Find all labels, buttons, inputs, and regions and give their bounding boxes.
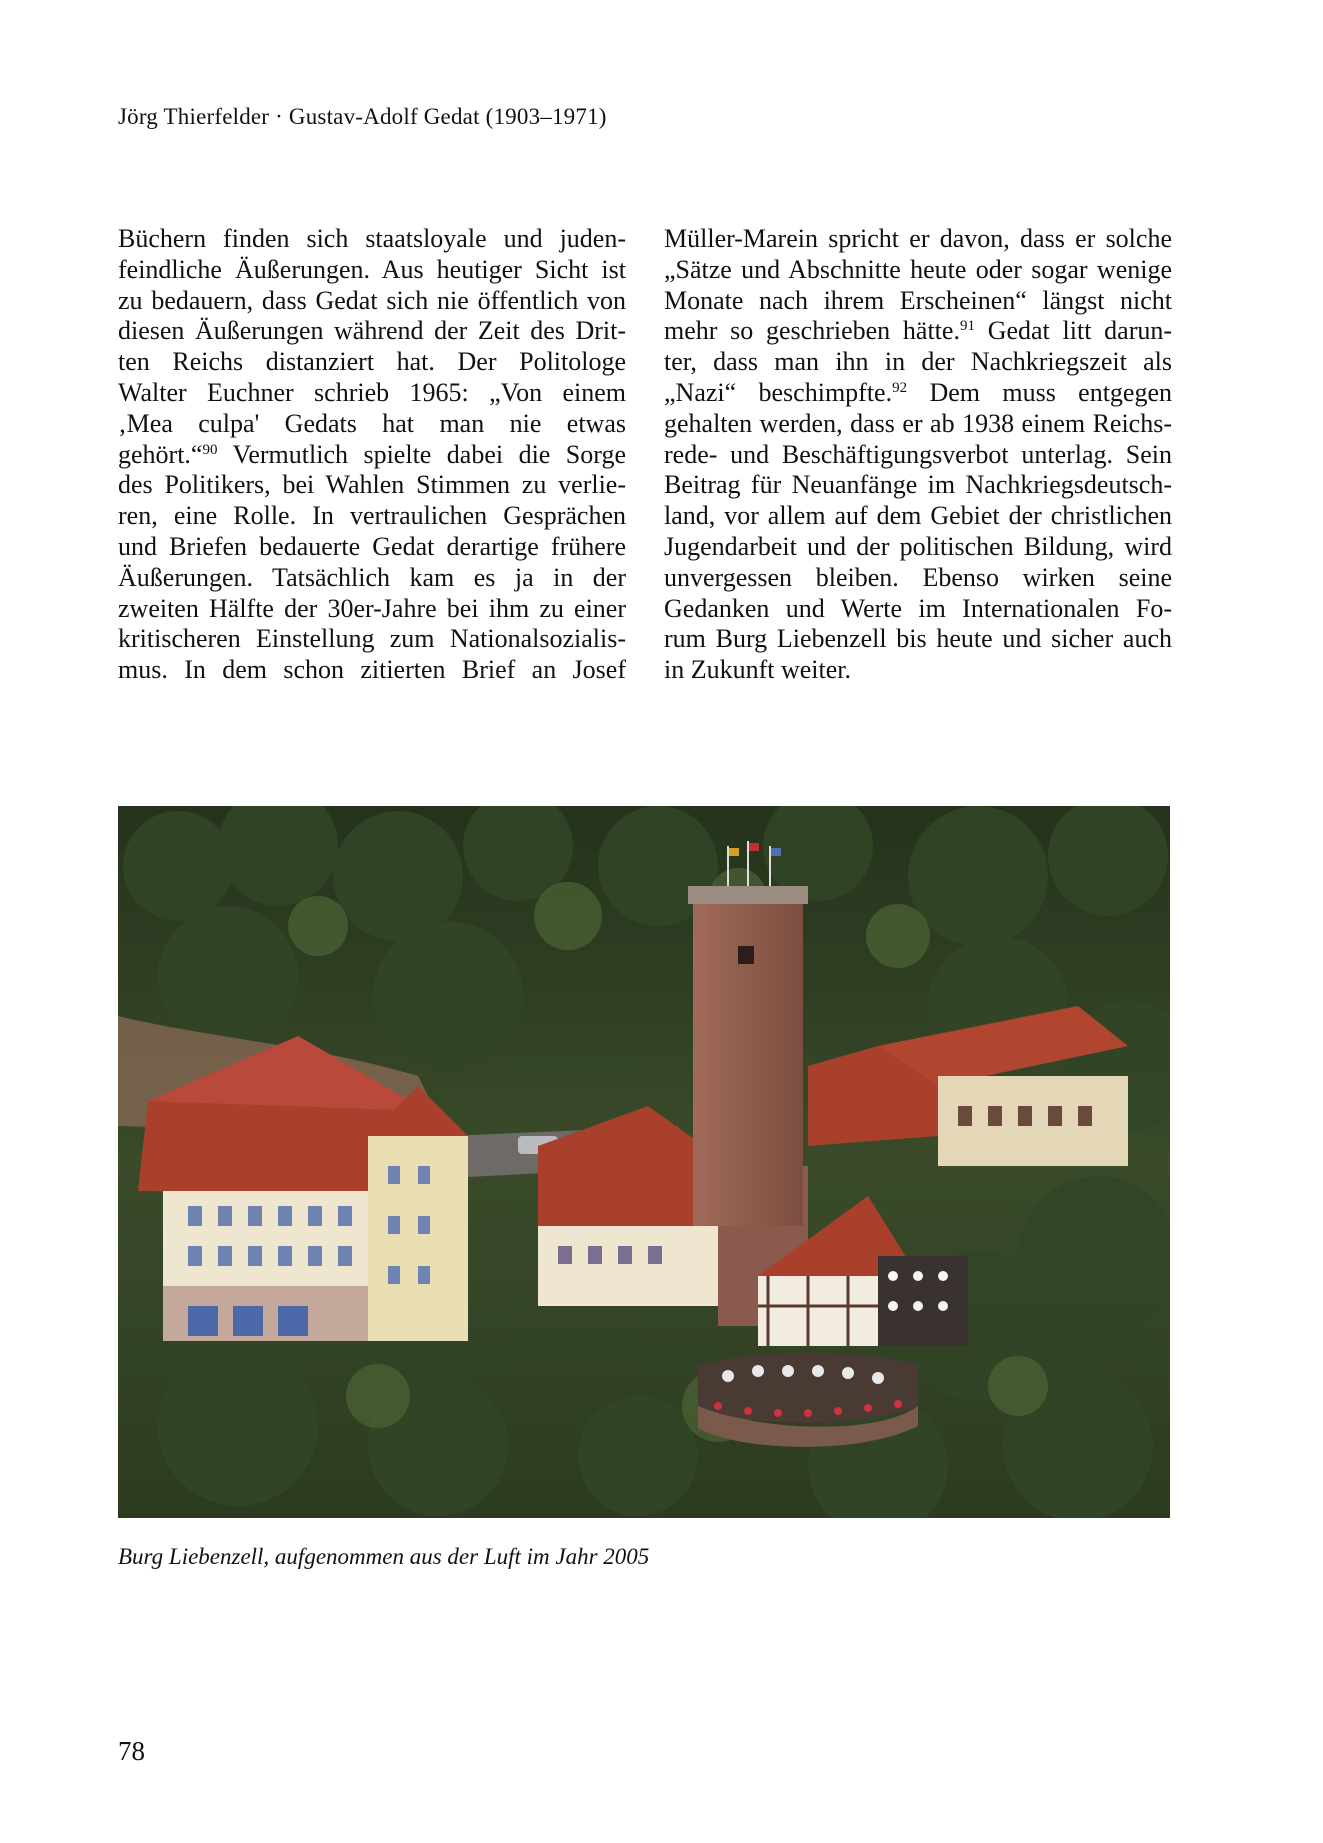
text-line: zweiten Hälfte der 30er-Jahre bei ihm zu einer xyxy=(118,593,626,623)
text-line: ter, dass man ihn in der Nachkriegszeit als xyxy=(664,347,1172,377)
text-line-with-footnote xyxy=(664,378,1172,409)
figure-caption: Burg Liebenzell, aufgenommen aus der Luft im Jahr 2005 xyxy=(118,1544,650,1569)
footnote-ref-91[interactable]: 91 xyxy=(959,318,975,335)
line-part: mehr so geschrieben hätte. xyxy=(664,316,960,346)
text-line: Büchern finden sich staatsloyale und juden- xyxy=(118,224,626,253)
footnote-ref-90[interactable]: 90 xyxy=(202,441,218,458)
page-number: 78 xyxy=(118,1736,145,1766)
line-part: Dem muss entgegen xyxy=(929,377,1173,407)
text-line: Beitrag für Neuanfänge im Nachkriegsdeutsch- xyxy=(664,470,1172,500)
text-line: in Zukunft weiter. xyxy=(664,655,852,685)
text-line: rum Burg Liebenzell bis heute und sicher auch xyxy=(664,624,1172,654)
text-column-left xyxy=(118,224,626,686)
castle-illustration xyxy=(118,806,1170,1518)
text-line: kritischeren Einstellung zum Nationalsozialis- xyxy=(118,624,626,654)
line-part: Vermutlich spielte dabei die Sorge xyxy=(232,439,626,469)
text-line: feindliche Äußerungen. Aus heutiger Sicht ist xyxy=(118,254,626,284)
text-line: land, vor allem auf dem Gebiet der christlichen xyxy=(664,501,1172,531)
text-line: „Sätze und Abschnitte heute oder sogar wenige xyxy=(664,254,1172,284)
text-line: ten Reichs distanziert hat. Der Politologe xyxy=(118,347,626,377)
running-header: Jörg Thierfelder · Gustav-Adolf Gedat (1903–1971) xyxy=(118,104,607,129)
text-line: Äußerungen. Tatsächlich kam es ja in der xyxy=(118,562,626,592)
text-line: des Politikers, bei Wahlen Stimmen zu verlie- xyxy=(118,470,626,500)
text-line: Gedanken und Werte im Internationalen Fo- xyxy=(664,593,1172,623)
text-line: ren, eine Rolle. In vertraulichen Gesprächen xyxy=(118,501,626,531)
line-part: „Nazi“ beschimpfte. xyxy=(664,377,893,407)
text-line: mus. In dem schon zitierten Brief an Josef xyxy=(118,655,626,685)
text-line: gehalten werden, dass er ab 1938 einem Reichs- xyxy=(664,408,1172,438)
text-line: zu bedauern, dass Gedat sich nie öffentlich von xyxy=(118,285,626,315)
castle-aerial-photo xyxy=(118,806,1170,1518)
castle-tower xyxy=(693,896,803,1226)
text-line: Müller-Marein spricht er davon, dass er solche xyxy=(664,224,1172,253)
text-line: unvergessen bleiben. Ebenso wirken seine xyxy=(664,562,1172,592)
text-line: diesen Äußerungen während der Zeit des Drit- xyxy=(118,316,626,346)
text-line-with-footnote xyxy=(118,440,626,471)
line-part: gehört.“ xyxy=(118,439,203,469)
text-line-with-footnote xyxy=(664,316,1172,347)
text-column-right xyxy=(664,224,1172,686)
text-line: Monate nach ihrem Erscheinen“ längst nicht xyxy=(664,285,1172,315)
footnote-ref-92[interactable]: 92 xyxy=(892,379,908,396)
text-line: ‚Mea culpa' Gedats hat man nie etwas xyxy=(118,408,626,438)
line-part: Gedat litt darun- xyxy=(987,316,1173,346)
text-line: rede- und Beschäftigungsverbot unterlag. Sein xyxy=(664,439,1172,469)
text-line: und Briefen bedauerte Gedat derartige frühere xyxy=(118,531,626,561)
text-line: Jugendarbeit und der politischen Bildung, wird xyxy=(664,531,1172,561)
text-line: Walter Euchner schrieb 1965: „Von einem xyxy=(118,377,626,407)
